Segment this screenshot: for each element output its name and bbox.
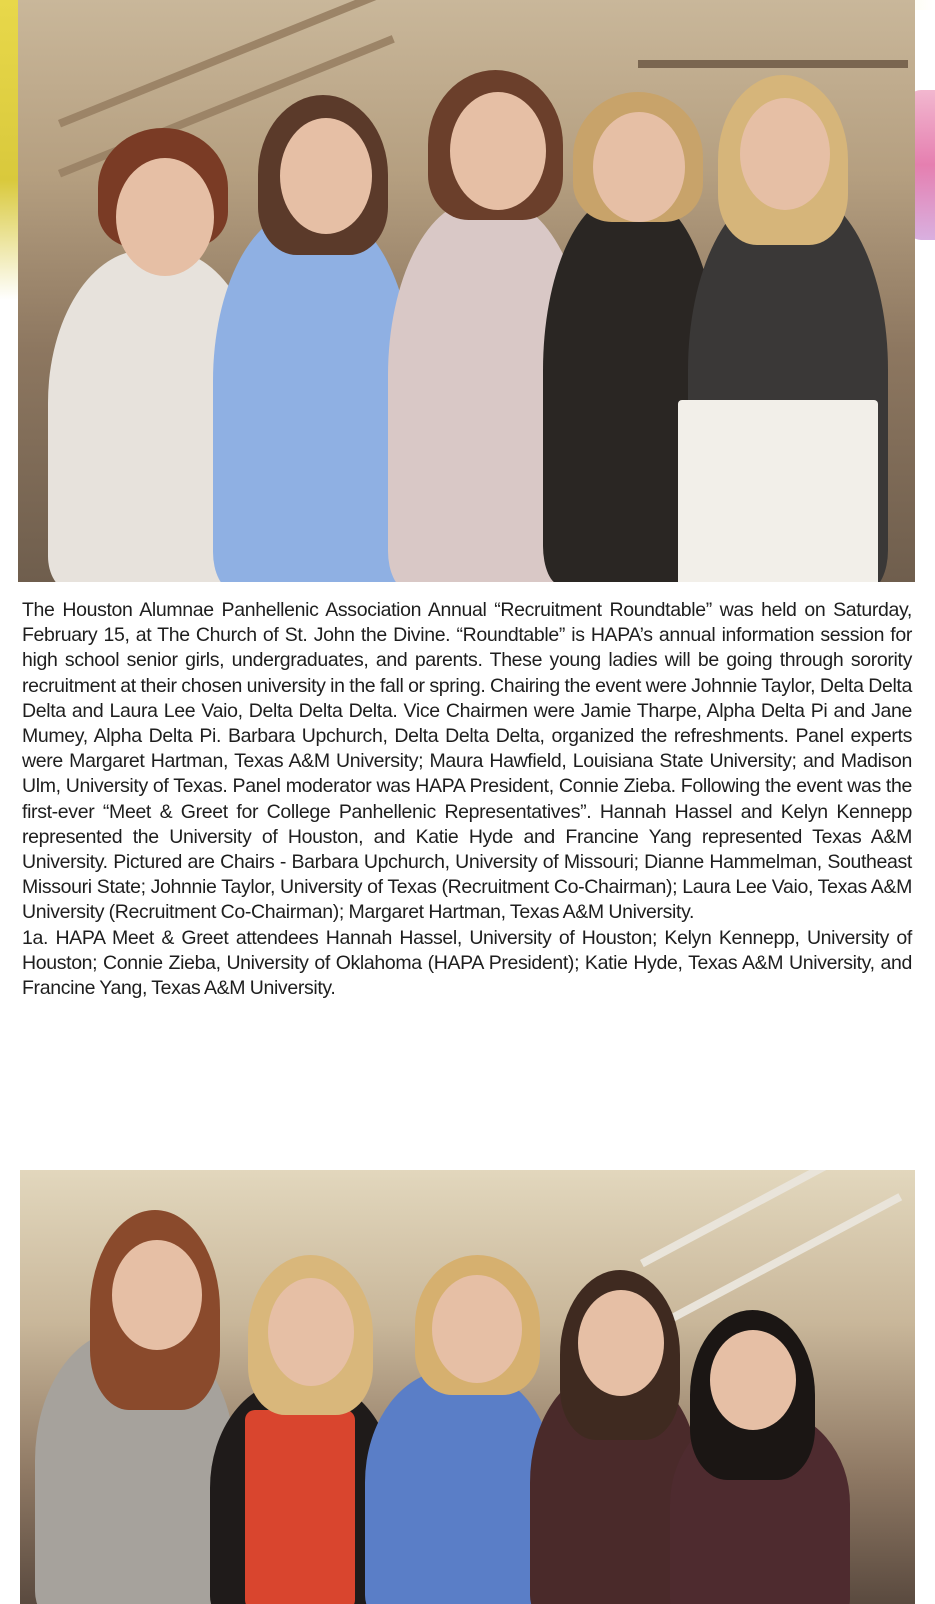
person-face [112,1240,202,1350]
staircase-railing [660,1193,902,1327]
person [213,210,413,582]
person-face [116,158,214,276]
photo-recruitment-chairs [18,0,915,582]
person-face [268,1278,354,1386]
person-skirt [678,400,878,582]
person [365,1370,555,1604]
person-face [740,98,830,210]
staircase-railing [638,60,908,68]
person-face [280,118,372,234]
caption-paragraph-1a: 1a. HAPA Meet & Greet attendees Hannah Hassel, University of Houston; Kelyn Kennepp, University of Houston; Connie Zieba, University of Oklahoma (HAPA President); Katie Hyde, Texas A&M University, and Francine Yang, Texas A&M University. [22,926,912,1000]
caption-paragraph-main: The Houston Alumnae Panhellenic Association Annual “Recruitment Roundtable” was held on Saturday, February 15, at The Church of St. John the Divine. “Roundtable” is HAPA’s annual information session for high school senior girls, undergraduates, and parents. These young ladies will be going through sorority recruitment at their chosen university in the fall or spring. Chairing the event were Johnnie Taylor, Delta Delta Delta and Laura Lee Vaio, Delta Delta Delta. Vice Chairmen were Jamie Tharpe, Alpha Delta Pi and Jane Mumey, Alpha Delta Pi. Barbara Upchurch, Delta Delta Delta, organized the refreshments. Panel experts were Margaret Hartman, Texas A&M University; Maura Hawfield, Louisiana State University; and Madison Ulm, University of Texas. Panel moderator was HAPA President, Connie Zieba. Following the event was the first-ever “Meet & Greet for College Panhellenic Representatives”. Hannah Hassel and Kelyn Kennepp represented the University of Houston, and Katie Hyde and Francine Yang represented Texas A&M University. Pictured are Chairs - Barbara Upchurch, University of Missouri; Dianne Hammelman, Southeast Missouri State; Johnnie Taylor, University of Texas (Recruitment Co-Chairman); Laura Lee Vaio, Texas A&M University (Recruitment Co-Chairman); Margaret Hartman, Texas A&M University. [22,599,912,924]
person-face [578,1290,664,1396]
person-top [245,1410,355,1604]
person-face [450,92,546,210]
scan-edge-left [0,0,18,300]
person-face [593,112,685,222]
person-face [432,1275,522,1383]
photo-caption [22,598,912,1001]
photo-meet-and-greet [20,1170,915,1604]
person-face [710,1330,796,1430]
